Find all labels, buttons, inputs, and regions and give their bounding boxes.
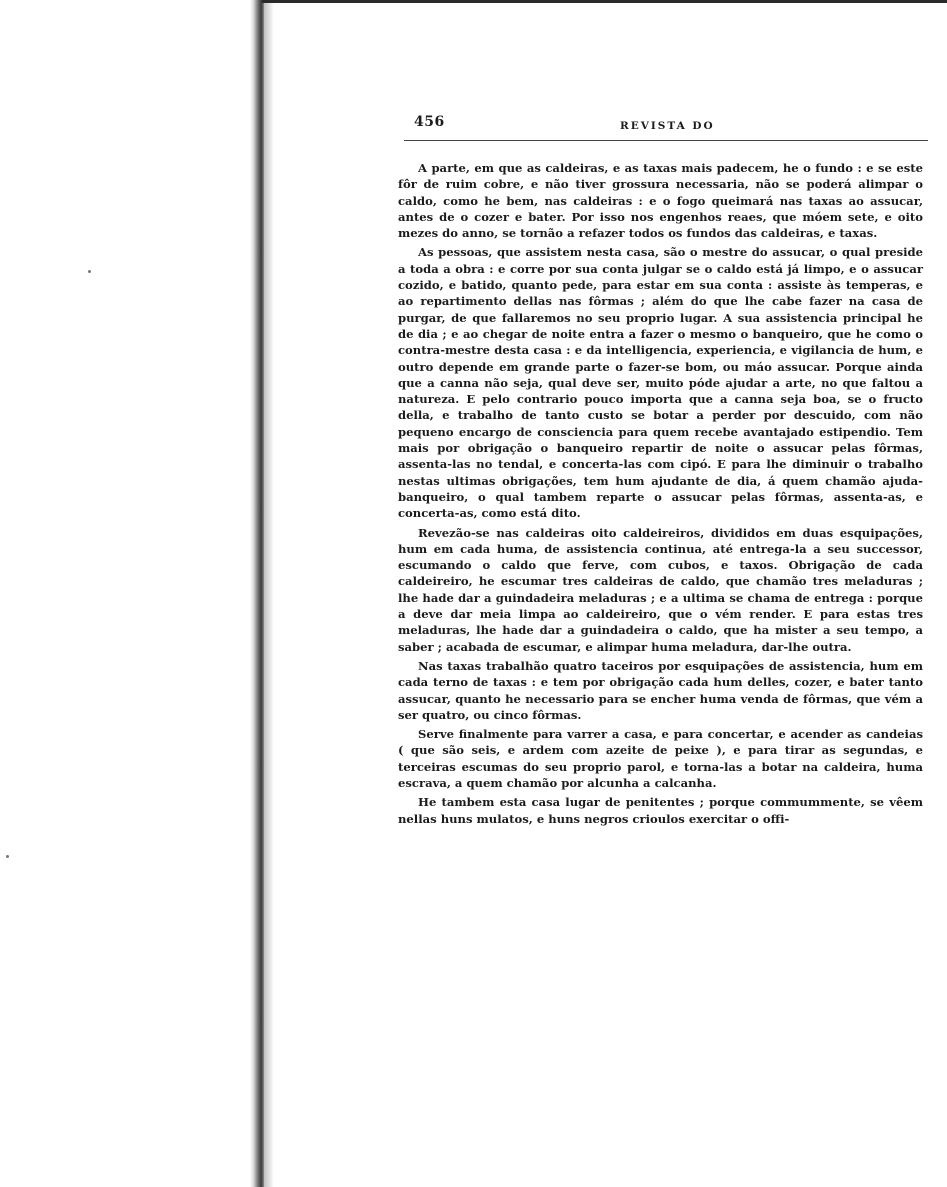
page-header: [380, 110, 928, 136]
book-gutter: [250, 0, 264, 1187]
page-number: 456: [414, 114, 445, 130]
paragraph: As pessoas, que assistem nesta casa, são o mestre do assucar, o qual preside a toda a obra : e corre por sua conta julgar se o caldo está já limpo, e o assucar cozido, e batido, quanto pede, para estar em sua conta : assiste às temperas, e ao repartimento dellas nas fôrmas ; além do que lhe cabe fazer na casa de purgar, de que fallaremos no seu proprio lugar. A sua assistencia principal he de dia ; e ao chegar de noite entra a fazer o mesmo o banqueiro, que he como o contra-mestre desta casa : e da intelligencia, experiencia, e vigilancia de hum, e outro depende em grande parte o fazer-se bom, ou máo assucar. Porque ainda que a canna não seja, qual deve ser, muito póde ajudar a arte, no que faltou a natureza. E pelo contrario pouco importa que a canna seja boa, se o fructo della, e trabalho de tanto custo se botar a perder por descuido, com não pequeno encargo de consciencia para quem recebe avantajado estipendio. Tem mais por obrigação o banqueiro repartir de noite o assucar pelas fôrmas, assenta-las no tendal, e concerta-las com cipó. E para lhe diminuir o trabalho nestas ultimas obrigações, tem hum ajudante de dia, á quem chamão ajuda-banqueiro, o qual tambem reparte o assucar pelas fôrmas, assenta-as, e concerta-as, como está dito.: [398, 245, 923, 521]
body-text: [398, 160, 923, 830]
paragraph: He tambem esta casa lugar de penitentes ; porque commummente, se vêem nellas huns mulatos, e huns negros crioulos exercitar o offi-: [398, 795, 923, 826]
header-rule: [404, 140, 928, 141]
paragraph: Nas taxas trabalhão quatro taceiros por esquipações de assistencia, hum em cada terno de taxas : e tem por obrigação cada hum delles, cozer, e bater tanto assucar, quanto he necessario para se encher huma venda de fôrmas, que vém a ser quatro, ou cinco fôrmas.: [398, 658, 923, 722]
paragraph: A parte, em que as caldeiras, e as taxas mais padecem, he o fundo : e se este fôr de ruim cobre, e não tiver grossura necessaria, não se poderá alimpar o caldo, como he bem, nas caldeiras : e o fogo queimará nas taxas ao assucar, antes de o cozer e bater. Por isso nos engenhos reaes, que móem sete, e oito mezes do anno, se tornão a refazer todos os fundos das caldeiras, e taxas.: [398, 161, 923, 241]
scan-speck: [88, 270, 91, 273]
page-top-edge: [262, 0, 947, 3]
scan-speck: [6, 855, 9, 858]
gutter-shadow: [264, 0, 274, 1187]
scan-left-margin: [0, 0, 262, 1187]
running-head: REVISTA DO: [620, 120, 715, 132]
paragraph: Revezão-se nas caldeiras oito caldeireiros, divididos em duas esquipações, hum em cada huma, de assistencia continua, até entrega-la a seu successor, escumando o caldo que ferve, com cubos, e taxos. Obrigação de cada caldeireiro, he escumar tres caldeiras de caldo, que chamão tres meladuras ; lhe hade dar a guindadeira meladuras ; e a ultima se chama de entrega : porque a deve dar meia limpa ao caldeireiro, que o vém render. E para estas tres meladuras, lhe hade dar a guindadeira o caldo, que ha mister a seu tempo, a saber ; acabada de escumar, e alimpar huma meladura, dar-lhe outra.: [398, 525, 923, 654]
paragraph: Serve finalmente para varrer a casa, e para concertar, e acender as candeias ( que são seis, e ardem com azeite de peixe ), e para tirar as segundas, e terceiras escumas do seu proprio parol, e torna-las a botar na caldeira, huma escrava, a quem chamão por alcunha a calcanha.: [398, 727, 923, 790]
book-page: [380, 110, 928, 826]
